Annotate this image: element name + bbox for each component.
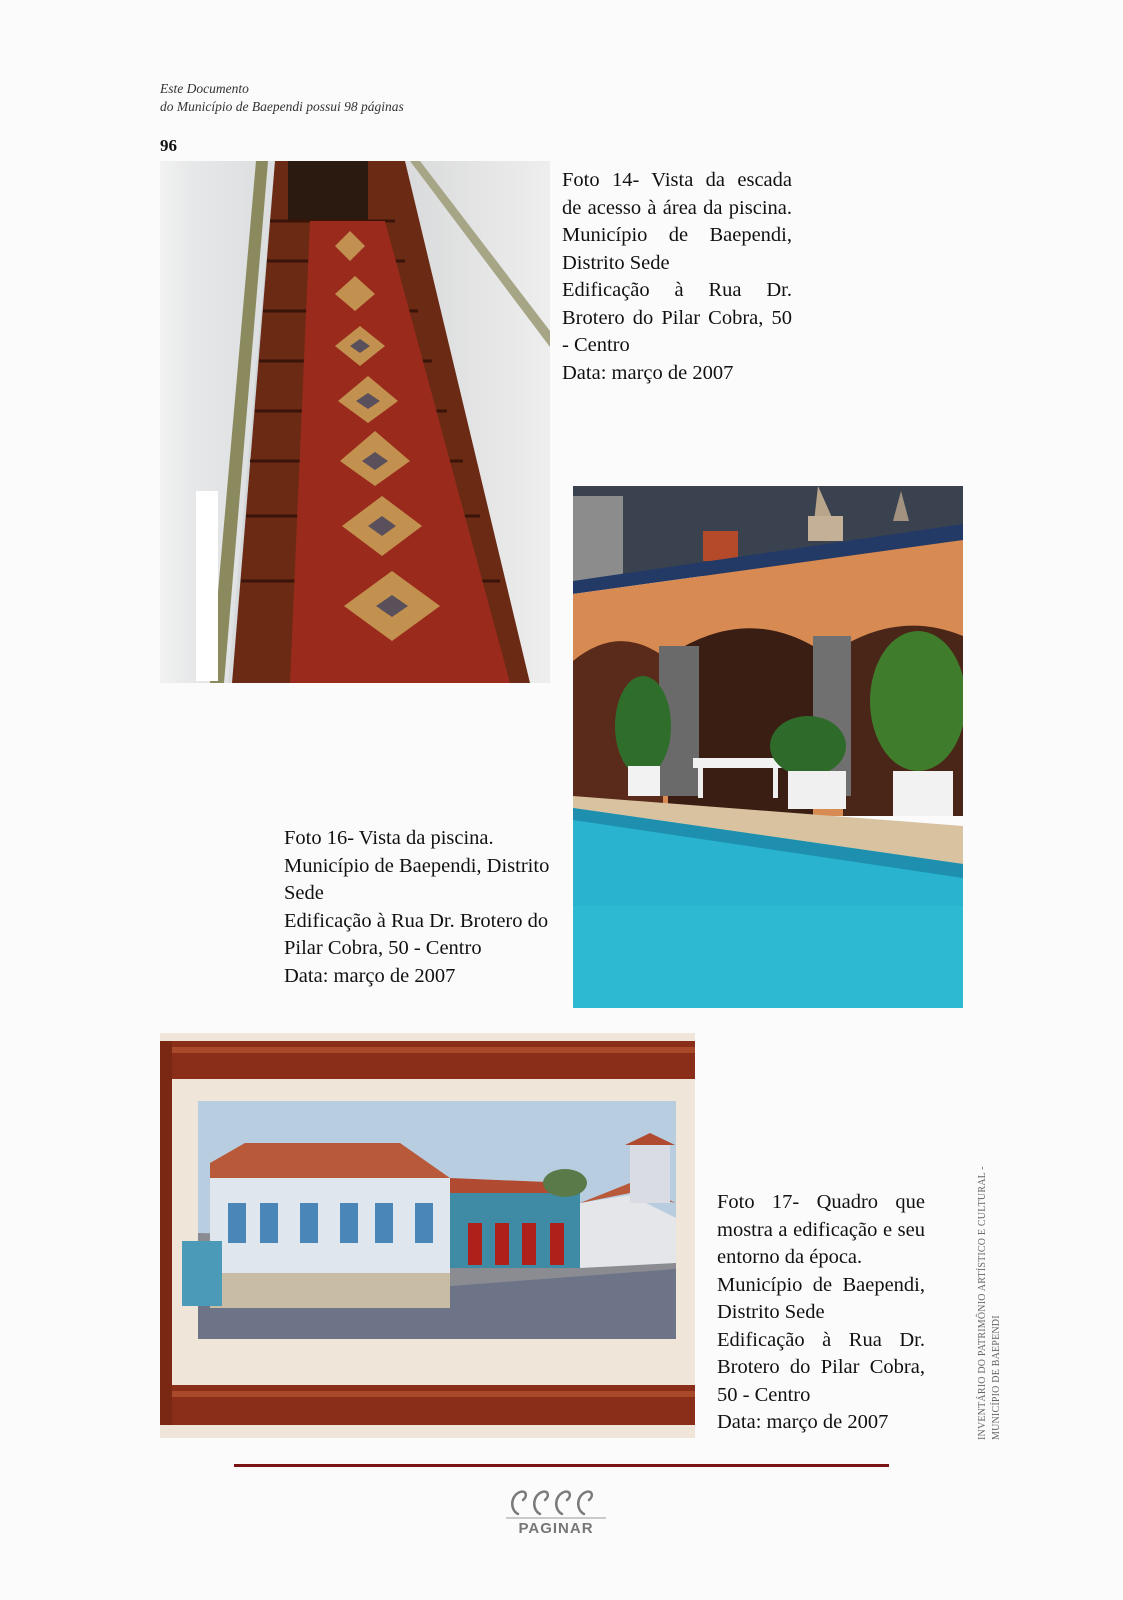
sidebar-line-1: INVENTÁRIO DO PATRIMÔNIO ARTÍSTICO E CULTURAL -	[977, 1166, 988, 1440]
caption-line: Município de Baependi, Distrito	[284, 854, 550, 877]
caption-line: Pilar Cobra, 50 - Centro	[284, 937, 482, 959]
caption-line: - Centro	[562, 334, 630, 356]
caption-line: Município de Baependi,	[562, 224, 792, 246]
photo-staircase	[160, 161, 550, 683]
paginar-logo	[496, 1484, 616, 1544]
caption-line: mostra a edificação e seu	[717, 1218, 925, 1241]
caption-photo-14	[562, 167, 792, 387]
caption-line: Município de Baependi,	[717, 1273, 925, 1296]
caption-line: Edificação à Rua Dr.	[717, 1328, 925, 1351]
sidebar-inventory-title	[976, 1120, 1004, 1440]
page-number: 96	[160, 136, 177, 155]
caption-line: Brotero do Pilar Cobra, 50	[562, 306, 792, 329]
photo-pool	[573, 486, 963, 1008]
caption-line: Data: março de 2007	[562, 361, 734, 384]
caption-line: entorno da época.	[717, 1246, 863, 1268]
caption-line: Data: março de 2007	[284, 964, 456, 987]
header-line-2: do Município de Baependi possui 98 páginas	[160, 99, 404, 114]
sidebar-line-2: MUNICÍPIO DE BAEPENDI	[991, 1315, 1002, 1440]
caption-photo-17	[717, 1189, 925, 1437]
footer-rule	[234, 1464, 889, 1467]
paginar-logo-text: PAGINAR	[518, 1520, 594, 1537]
header-line-1: Este Documento	[160, 81, 249, 96]
caption-line: Foto 14- Vista da escada	[562, 169, 792, 191]
caption-line: Foto 16- Vista da piscina.	[284, 827, 494, 849]
caption-line: Distrito Sede	[717, 1301, 825, 1323]
caption-line: Foto 17- Quadro que	[717, 1191, 925, 1213]
caption-line: Distrito Sede	[562, 251, 670, 274]
caption-line: Edificação à Rua Dr.	[562, 279, 792, 301]
document-header	[160, 80, 404, 116]
caption-line: Edificação à Rua Dr. Brotero do	[284, 909, 549, 932]
photo-painting	[160, 1033, 695, 1438]
caption-photo-16	[284, 825, 574, 990]
caption-line: de acesso à área da piscina.	[562, 196, 792, 219]
caption-line: 50 - Centro	[717, 1383, 811, 1406]
paginar-logo-mark-icon	[496, 1484, 616, 1520]
caption-line: Sede	[284, 882, 324, 904]
caption-line: Brotero do Pilar Cobra,	[717, 1356, 925, 1378]
caption-line: Data: março de 2007	[717, 1411, 889, 1433]
